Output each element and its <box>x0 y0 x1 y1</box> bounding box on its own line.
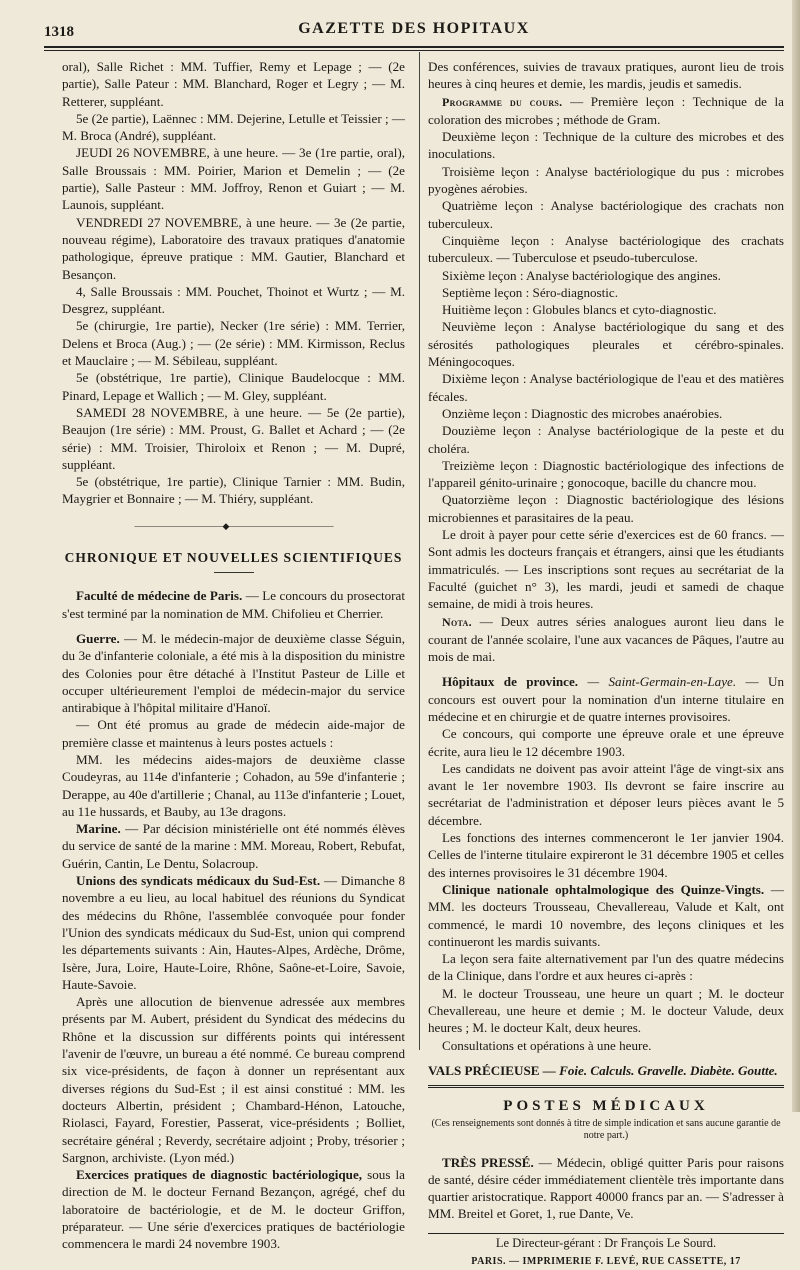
lesson-line: Deuxième leçon : Technique de la culture des microbes et des inoculations. <box>428 129 784 162</box>
ad-item <box>428 1154 784 1223</box>
vals-lead: VALS PRÉCIEUSE <box>428 1062 540 1078</box>
news-item <box>62 751 405 820</box>
nota-text: — Deux autres séries analogues auront lieu dans le courant de l'année scolaire, l'une aux vacances de Pâques, l'autre au mois de mai. <box>428 613 784 665</box>
news-text: sous la direction de M. le docteur Fernand Bezançon, agrégé, chef du laboratoire de bactériologie, et de M. le docteur Griffon, préparateur. — Une série d'exercices pratiques de bactériologie commencera le mardi 24 novembre 1903. <box>62 1167 405 1252</box>
news-paragraph: M. le docteur Trousseau, une heure un quart ; M. le docteur Chevallereau, une heure et demie ; M. le docteur Valude, deux heures ; M. le docteur Kalt, deux heures. <box>428 985 784 1036</box>
news-paragraph: Les fonctions des internes commenceront le 1er janvier 1904. Celles de l'interne titulaire expireront le 31 décembre 1905 et celles des internes provisoires le 31 décembre 1904. <box>428 830 784 880</box>
news-item <box>62 1166 405 1252</box>
news-lead: Hôpitaux de province. <box>442 674 579 690</box>
course-intro: Des conférences, suivies de travaux pratiques, auront lieu de trois heures à cinq heures et demie, les mardis, jeudis et samedis. <box>428 59 784 92</box>
nota-label: Nota. <box>442 614 472 629</box>
news-item <box>62 587 405 622</box>
ads-rule <box>428 1085 784 1088</box>
vals-notice <box>428 1062 784 1079</box>
jury-paragraph: SAMEDI 28 NOVEMBRE, à une heure. — 5e (2e partie), Beaujon (1re série) : MM. Proust, G. Ballet et Achard ; — (2e série) : MM. Troisier, Thiroloix et Renon ; — M. Dupré, suppléant. <box>62 404 405 472</box>
director-line: Le Directeur-gérant : Dr François Le Sourd. <box>495 1235 717 1250</box>
left-column <box>62 58 405 1253</box>
jury-paragraph: 5e (chirurgie, 1re partie), Necker (1re série) : MM. Terrier, Delens et Broca (Aug.) ; — (2e série) : MM. Kirmisson, Reclus et Mauclaire ; — M. Sébileau, suppléant. <box>62 318 405 369</box>
news-text: — Le concours du prosectorat s'est terminé par la nomination de MM. Chifolieu et Cherrier. <box>62 588 405 621</box>
jury-paragraph: VENDREDI 27 NOVEMBRE, à une heure. — 3e (2e partie, nouveau régime), Laboratoire des travaux pratiques d'anatomie pathologique, épreuve pratique : MM. Gautier, Blanchard et Besançon. <box>62 214 405 282</box>
news-item <box>62 820 405 872</box>
lesson-line: Treizième leçon : Diagnostic bactériologique des infections de l'appareil génito-urinaire ; gonocoque, bacille du chancre mou. <box>428 457 784 491</box>
vals-text: — Foie. Calculs. Gravelle. Diabète. Goutte. <box>539 1062 778 1078</box>
programme-label: Programme du cours. <box>442 94 563 109</box>
section-title: CHRONIQUE ET NOUVELLES SCIENTIFIQUES <box>64 550 403 566</box>
lesson-line: Huitième leçon : Globules blancs et cyto-diagnostic. <box>442 302 717 318</box>
news-paragraph: Consultations et opérations à une heure. <box>442 1037 652 1053</box>
lesson-line: Septième leçon : Séro-diagnostic. <box>442 284 618 300</box>
news-text: — MM. les docteurs Trousseau, Chevallereau, Valude et Kalt, ont commencé, le mardi 10 novembre, des leçons cliniques et les continueront les mardis suivants. <box>428 881 784 949</box>
ad-text: — Médecin, obligé quitter Paris pour raisons de santé, désire céder immédiatement clientèle très importante dans quartier aristocratique. Rapport 40000 francs par an. — S'adresser à MM. Breitel et Goret, 1, rue Dante, Ve. <box>428 1154 784 1222</box>
news-item <box>428 673 784 725</box>
news-lead: Clinique nationale ophtalmologique des Quinze-Vingts. <box>442 881 765 897</box>
lesson-line: Douzième leçon : Analyse bactériologique de la peste et du choléra. <box>428 423 784 456</box>
news-text: — M. le médecin-major de deuxième classe Séguin, du 3e d'infanterie coloniale, a été mis à la disposition du ministre des Colonies pour être détaché à l'Institut Pasteur de Lille et occuper ultérieurement l'emploi de médecin-major du service antirabique à l'hôpital militaire d'Hanoï. <box>62 630 405 716</box>
news-text: — Dimanche 8 novembre a eu lieu, au local habituel des réunions du Syndicat des médecins du Rhône, l'assemblée convoquée pour fonder l'Union des syndicats médicaux du Sud-Est, union qui comprend les départements suivants : Ain, Hautes-Alpes, Ardèche, Drôme, Isère, Jura, Loire, Haute-Loire, Rhône, Saône-et-Loire, Savoie, Haute-Savoie. <box>62 873 405 992</box>
page-number: 1318 <box>44 24 74 40</box>
lesson-line: Sixième leçon : Analyse bactériologique des angines. <box>442 267 721 283</box>
lesson-line: Troisième leçon : Analyse bactériologique du pus : microbes pyogènes aérobies. <box>428 163 784 197</box>
column-divider <box>419 52 420 1050</box>
lesson-line <box>428 93 784 129</box>
news-text: — Un concours est ouvert pour la nomination d'un interne titulaire en médecine et en chirurgie et de quatre internes provisoires. <box>428 674 784 724</box>
page-header <box>44 20 784 44</box>
news-text: Après une allocution de bienvenue adressée aux membres présents par M. Aubert, président du Syndicat des médecins du Rhône et la discussion sur différents points qui intéressent l'avenir de l'œuvre, un bureau a été nommé. Ce bureau comprend six vice-présidents, de façon à donner un représentant aux diverses régions du Sud-Est ; il est ainsi constitué : MM. les docteurs Albertin, président ; Chambard-Hénon, Latouche, Riolasci, Fayard, Forestier, Passerat, vice-présidents ; Bolliet, secrétaire général ; Reverdy, secrétaire adjoint ; Proby, trésorier ; Sargnon, archiviste. (Lyon méd.) <box>62 994 405 1165</box>
news-lead: Guerre. <box>76 630 120 646</box>
lesson-text: — Première leçon : Technique de la coloration des microbes ; méthode de Gram. <box>428 93 784 127</box>
ads-title: POSTES MÉDICAUX <box>503 1098 709 1115</box>
news-text: MM. les médecins aides-majors de deuxième classe Coudeyras, au 114e d'infanterie ; Cohadon, au 59e d'infanterie ; Derappe, au 40e d'artillerie ; Chanal, au 113e d'infanterie ; Louet, au 11e hussards, et Bauby, au 13e dragons. <box>62 751 405 819</box>
news-lead: Marine. <box>76 821 121 837</box>
ornament-divider: ———————————◆————————————— <box>134 520 333 531</box>
news-item <box>62 872 405 993</box>
jury-paragraph: 5e (obstétrique, 1re partie), Clinique Tarnier : MM. Budin, Maygrier et Bonnaire ; — M. Thiéry, suppléant. <box>62 474 405 507</box>
lesson-line: Quatrième leçon : Analyse bactériologique des crachats non tuberculeux. <box>428 198 784 231</box>
jury-paragraph: 5e (2e partie), Laënnec : MM. Dejerine, Letulle et Teissier ; — M. Broca (André), suppléant. <box>62 110 405 144</box>
news-text: — Par décision ministérielle ont été nommés élèves du service de santé de la marine : MM. Moreau, Robert, Rebufat, Guérin, Cantin, Le Dentu, Solacroup. <box>62 821 405 871</box>
lesson-line: Dixième leçon : Analyse bactériologique de l'eau et des matières fécales. <box>428 371 784 404</box>
news-item <box>62 993 405 1166</box>
lesson-line: Onzième leçon : Diagnostic des microbes anaérobies. <box>442 405 723 421</box>
news-lead: Unions des syndicats médicaux du Sud-Est. <box>76 873 321 889</box>
jury-paragraph: oral), Salle Richet : MM. Tuffier, Remy et Lepage ; — (2e partie), Salle Pateur : MM. Blanchard, Roger et Legry ; — M. Retterer, suppléant. <box>62 59 405 109</box>
lesson-line: Cinquième leçon : Analyse bactériologique des crachats tuberculeux. — Tuberculose et pseudo-tuberculose. <box>428 232 784 266</box>
closing-rule <box>428 1233 784 1234</box>
lesson-line: Quatorzième leçon : Diagnostic bactériologique des lésions microbiennes et parasitaires de la peau. <box>428 492 784 525</box>
news-text: — Ont été promus au grade de médecin aide-major de première classe et maintenus à leurs postes actuels : <box>62 717 405 750</box>
news-lead: Faculté de médecine de Paris. <box>76 588 243 604</box>
lesson-line: Neuvième leçon : Analyse bactériologique du sang et des sérosités pathologiques pleurales et cérébro-spinales. Méningocoques. <box>428 319 784 370</box>
section-rule <box>214 572 254 573</box>
ad-lead: TRÈS PRESSÉ. <box>442 1154 534 1170</box>
nota-paragraph <box>428 613 784 666</box>
news-item <box>62 630 405 716</box>
header-rule <box>44 46 784 51</box>
news-item <box>62 716 405 751</box>
right-column <box>428 58 784 1270</box>
news-paragraph: Les candidats ne doivent pas avoir atteint l'âge de vingt-six ans avant le 1er novembre 1903. Ils devront se faire inscrire au secrétariat de l'administration et déposer leurs pièces avant le 5 décembre. <box>428 760 784 828</box>
page-edge <box>792 0 800 1112</box>
journal-title: GAZETTE DES HOPITAUX <box>298 20 530 37</box>
jury-paragraph: 5e (obstétrique, 1re partie), Clinique Baudelocque : MM. Pinard, Lepage et Wallich ; — M. Gley, suppléant. <box>62 370 405 403</box>
jury-paragraph: 4, Salle Broussais : MM. Pouchet, Thoinot et Wurtz ; — M. Desgrez, suppléant. <box>62 283 405 317</box>
jury-paragraph: JEUDI 26 NOVEMBRE, à une heure. — 3e (1re partie, oral), Salle Broussais : MM. Poirier, Marion et Demelin ; — (2e partie), Salle Pasteur : MM. Joffroy, Renon et Guiart ; — M. Launois, suppléant. <box>62 145 405 213</box>
news-item <box>428 881 784 950</box>
news-place: — Saint-Germain-en-Laye. <box>578 674 737 690</box>
news-lead: Exercices pratiques de diagnostic bactériologique, <box>76 1167 363 1183</box>
news-paragraph: La leçon sera faite alternativement par l'un des quatre médecins de la Clinique, dans l'ordre et aux heures ci-après : <box>428 951 784 984</box>
ads-note: (Ces renseignements sont donnés à titre de simple indication et sans aucune garantie de notre part.) <box>431 1117 781 1141</box>
printer-line: PARIS. — IMPRIMERIE F. LEVÉ, RUE CASSETTE, 17 <box>471 1255 741 1267</box>
news-paragraph: Ce concours, qui comporte une épreuve orale et une épreuve écrite, aura lieu le 12 décembre 1903. <box>428 726 784 759</box>
fee-paragraph: Le droit à payer pour cette série d'exercices est de 60 francs. — Sont admis les docteurs français et étrangers, ainsi que les étudiants immatriculés. — Les inscriptions sont reçues au secrétariat de la Faculté (guichet n° 3), les mardi, jeudi et samedi de chaque semaine, de midi à trois heures. <box>428 527 784 612</box>
